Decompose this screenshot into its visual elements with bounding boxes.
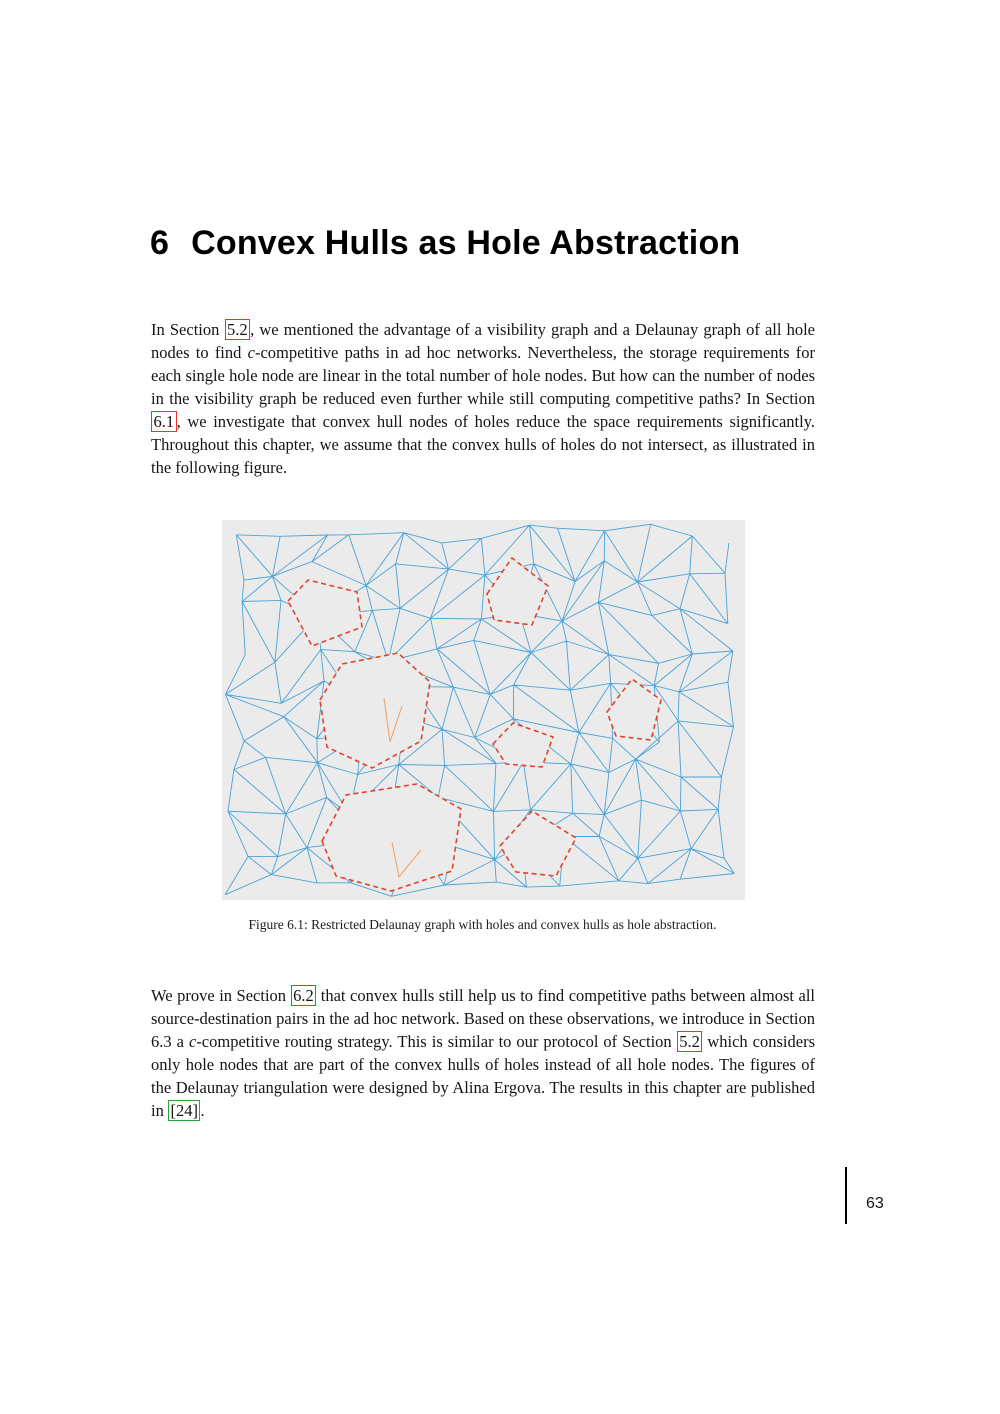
intro-paragraph [151, 318, 815, 479]
convex-hull-outline [320, 653, 430, 768]
section-ref-link[interactable]: 6.2 [291, 985, 317, 1006]
chapter-heading [150, 224, 740, 263]
convex-hull-outline [487, 558, 548, 625]
text-segment: In Section [151, 320, 225, 339]
figure-caption: Figure 6.1: Restricted Delaunay graph with holes and convex hulls as hole abstraction. [248, 917, 717, 932]
convex-hull-outline [500, 811, 576, 876]
closing-paragraph [151, 984, 815, 1122]
page-number: 63 [866, 1195, 884, 1212]
convex-hull-outline [322, 784, 461, 891]
section-ref-link[interactable]: 5.2 [225, 319, 251, 340]
section-ref-link[interactable]: 6.1 [151, 411, 177, 432]
convex-hull-outline [493, 723, 553, 767]
figure-canvas [222, 520, 745, 905]
text-segment: which considers only hole nodes that are part of the convex hulls of holes instead of all hole nodes. The figures of the Delaunay triangulation were designed by Alina Ergova. The results in this chapter are published in [151, 1032, 815, 1120]
section-ref-link[interactable]: 5.2 [677, 1031, 703, 1052]
text-segment: . [200, 1101, 205, 1120]
delaunay-graph-svg [222, 520, 745, 900]
chapter-number: 6 [150, 224, 170, 262]
figure-6-1 [222, 520, 745, 900]
text-segment: We prove in Section [151, 986, 291, 1005]
text-segment: c [247, 343, 255, 362]
text-segment: -competitive paths in ad hoc networks. Nevertheless, the storage requirements for each single hole node are linear in the total number of hole nodes. But how can the number of nodes in the visibility graph be reduced even further while still computing competitive paths? In Section [151, 343, 815, 408]
page-number-rule [845, 1167, 847, 1224]
citation-ref-link[interactable]: [24] [168, 1100, 201, 1121]
text-segment: c [188, 1032, 197, 1051]
text-segment: that convex hulls still help us to find competitive paths between almost all source-destination pairs in the ad hoc network. Based on these observations, we introduce in Section 6.3 a [151, 986, 815, 1051]
chapter-title: Convex Hulls as Hole Abstraction [191, 224, 741, 262]
text-segment: , we investigate that convex hull nodes of holes reduce the space requirements significantly. Throughout this chapter, we assume that the convex hulls of holes do not intersect, as illustrated in the following figure. [151, 412, 815, 477]
text-segment: , we mentioned the advantage of a visibility graph and a Delaunay graph of all hole nodes to find [151, 320, 815, 362]
text-segment: -competitive routing strategy. This is similar to our protocol of Section [196, 1032, 677, 1051]
